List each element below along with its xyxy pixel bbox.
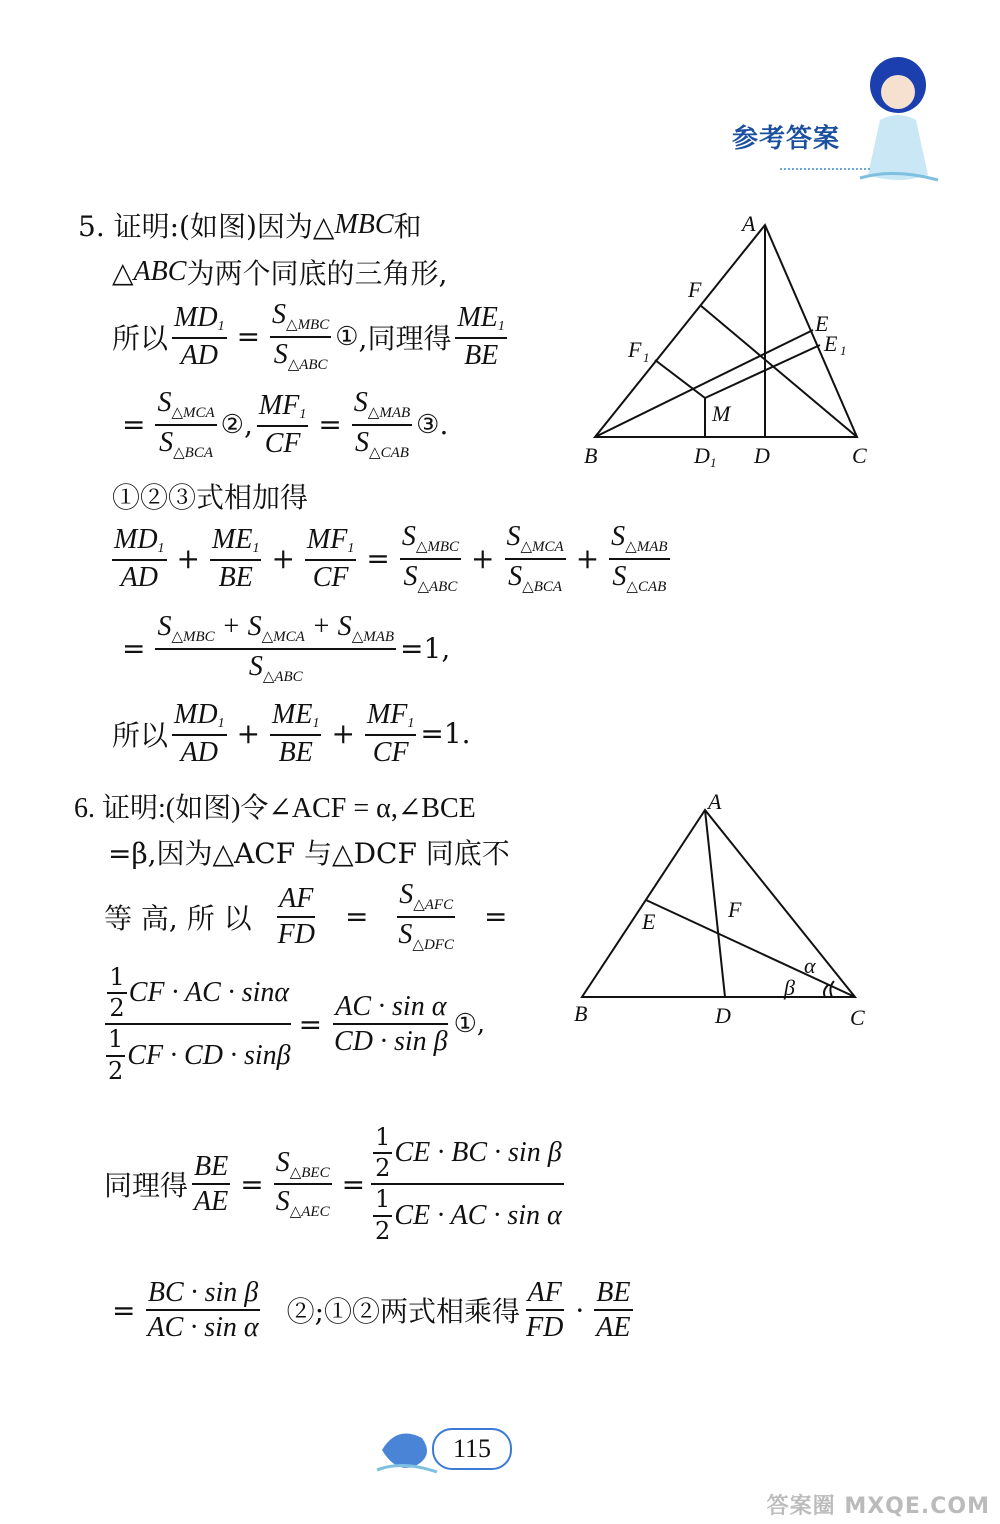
label-d1: D xyxy=(694,443,710,468)
label-beta: β xyxy=(784,975,795,1000)
label-f: F xyxy=(728,897,742,922)
watermark: 答案圈 MXQE.COM xyxy=(766,1494,990,1519)
svg-text:1: 1 xyxy=(643,350,650,365)
label-e: E xyxy=(642,909,656,934)
label-m: M xyxy=(712,401,731,426)
label-d: D xyxy=(715,1003,731,1028)
label-c: C xyxy=(852,443,867,468)
label-f1: F xyxy=(628,337,642,362)
p5-line7: = $\frac{S_{\triangle MBC} + S_{\triangle MCA} + S_{\triangle MAB}}{S_{\triangle ABC}}$ =1, xyxy=(122,611,451,685)
fraction: $\frac{MF_1}{CF}$ xyxy=(258,390,307,459)
p5-line5: ①②③式相加得 xyxy=(112,481,309,514)
p5-line8: 所以 $\frac{MD_1}{AD}$ + $\frac{ME_1}{BE}$ + $\frac{MF_1}{CF}$ =1. xyxy=(112,699,471,768)
half: $\frac{1}{2}$ xyxy=(375,1185,391,1245)
label-alpha: α xyxy=(804,953,816,978)
p5-line1: 5. 证明:(如图)因为△ MBC 和 xyxy=(78,209,422,243)
fraction: $\frac{S_{\triangle MCA}}{S_{\triangle BCA}}$ xyxy=(506,521,564,595)
page-number: 115 xyxy=(432,1428,512,1470)
p6-ratio-2: 同理得 $\frac{BE}{AE}$ = $\frac{S_{\triangle BEC}}{S_{\triangle AEC}}$ = $\frac{1}{2}$ CE · BC · sin β $\frac{1}{2}$ CE · AC · sin α xyxy=(104,1123,562,1245)
p6-ratio-1: $\frac{1}{2}$ CF · AC · sinα $\frac{1}{2}$ CF · CD · sinβ = $\frac{\text{AC · sin α}}{\text{CD · sin β}}$ ①, xyxy=(104,965,485,1084)
fraction: $\frac{ME_1}{BE}$ xyxy=(457,302,505,371)
fraction: $\frac{MF_1}{CF}$ xyxy=(306,524,355,593)
label-b: B xyxy=(574,1001,588,1026)
half: $\frac{1}{2}$ xyxy=(109,963,125,1023)
p5-line3: 所以 $\frac{MD_1}{AD}$ = $\frac{S_{\triangle MBC}}{S_{\triangle ABC}}$ ① ,同理得 $\frac{ME_1}{BE}$ xyxy=(112,299,505,373)
p5-line2: △ ABC 为两个同底的三角形, xyxy=(112,255,448,290)
fraction: $\frac{ME_1}{BE}$ xyxy=(212,524,260,593)
fraction: $\frac{1}{2}$ CF · AC · sinα $\frac{1}{2}$ CF · CD · sinβ xyxy=(104,965,293,1084)
svg-text:1: 1 xyxy=(840,343,847,358)
fraction: $\frac{S_{\triangle MAB}}{S_{\triangle CAB}}$ xyxy=(611,521,668,595)
svg-text:1: 1 xyxy=(710,455,717,470)
angle-beta-arc xyxy=(824,985,828,997)
label-a: A xyxy=(708,789,722,814)
fraction: $\frac{BE}{AE}$ xyxy=(596,1277,631,1344)
segment-me1 xyxy=(705,345,820,398)
label-d: D xyxy=(754,443,770,468)
label-e: E xyxy=(815,311,829,336)
header-decor-line xyxy=(780,168,870,176)
fraction: $\frac{1}{2}$ CE · BC · sin β $\frac{1}{2}$ CE · AC · sin α xyxy=(371,1125,564,1244)
fraction: $\frac{S_{\triangle MBC} + S_{\triangle MCA} + S_{\triangle MAB}}{S_{\triangle ABC}}$ xyxy=(157,611,395,685)
angle-alpha-arc xyxy=(830,981,834,997)
fraction: $\frac{S_{\triangle MBC}}{S_{\triangle ABC}}$ xyxy=(272,299,330,373)
fraction: $\frac{AF}{FD}$ xyxy=(526,1277,564,1344)
fraction: $\frac{S_{\triangle MBC}}{S_{\triangle ABC}}$ xyxy=(401,521,460,595)
half: $\frac{1}{2}$ xyxy=(375,1123,391,1183)
half: $\frac{1}{2}$ xyxy=(108,1025,124,1085)
fraction: $\frac{\text{BC · sin β}}{\text{AC · sin α}}$ xyxy=(147,1277,259,1344)
fraction: $\frac{\text{AC · sin α}}{\text{CD · sin β}}$ xyxy=(334,990,448,1058)
label-c: C xyxy=(850,1005,865,1030)
fraction: $\frac{BE}{AE}$ xyxy=(194,1150,229,1218)
label-e1: E xyxy=(824,331,838,356)
fraction: $\frac{MD_1}{AD}$ xyxy=(174,302,225,371)
fraction: $\frac{ME_1}{BE}$ xyxy=(272,699,320,768)
fraction: $\frac{S_{\triangle AFC}}{S_{\triangle DFC}}$ xyxy=(398,879,454,953)
label-f: F xyxy=(688,277,702,302)
geometry-diagram-2 xyxy=(570,785,880,1035)
p6-line2: =β,因为△ACF 与△DCF 同底不 xyxy=(108,837,510,870)
segment-mf1 xyxy=(655,360,705,398)
p5-line6: $\frac{MD_1}{AD}$ + $\frac{ME_1}{BE}$ + $\frac{MF_1}{CF}$ = $\frac{S_{\triangle MBC}}{S_{\triangle ABC}}$ + $\frac{S_{\triangle MCA}}{S_{\triangle BCA}}$ + $\frac{S_{\triangle MAB}}{S_{\triangle CAB}}$ xyxy=(114,521,668,595)
fraction: $\frac{MD_1}{AD}$ xyxy=(114,524,165,593)
fraction: $\frac{S_{\triangle MCA}}{S_{\triangle BCA}}$ xyxy=(157,387,215,461)
fraction: $\frac{MD_1}{AD}$ xyxy=(174,699,225,768)
header-title: 参考答案 xyxy=(732,124,841,154)
segment-ce xyxy=(646,900,855,997)
p6-ratio-3: = $\frac{\text{BC · sin β}}{\text{AC · sin α}}$ ②;①②两式相乘得 $\frac{AF}{FD}$ · $\frac{BE}{AE}$ xyxy=(112,1277,631,1344)
p5-line4: = $\frac{S_{\triangle MCA}}{S_{\triangle BCA}}$ ② , $\frac{MF_1}{CF}$ = $\frac{S_{\triangle MAB}}{S_{\triangle CAB}}$ ③ . xyxy=(122,387,449,461)
geometry-diagram-1 xyxy=(570,205,890,475)
fraction: $\frac{S_{\triangle BEC}}{S_{\triangle AEC}}$ xyxy=(275,1146,330,1221)
p6-line3: 等 高, 所 以 $\frac{AF}{FD}$ = $\frac{S_{\triangle AFC}}{S_{\triangle DFC}}$ = xyxy=(104,879,508,953)
fraction: $\frac{S_{\triangle MAB}}{S_{\triangle CAB}}$ xyxy=(353,387,411,461)
fraction: $\frac{MF_1}{CF}$ xyxy=(366,699,415,768)
label-a: A xyxy=(742,211,756,236)
fraction: $\frac{AF}{FD}$ xyxy=(277,883,315,950)
p6-line1: 6. 证明:(如图)令∠ACF = α,∠BCE xyxy=(74,793,476,824)
label-b: B xyxy=(584,443,598,468)
segment-ad xyxy=(705,810,725,997)
